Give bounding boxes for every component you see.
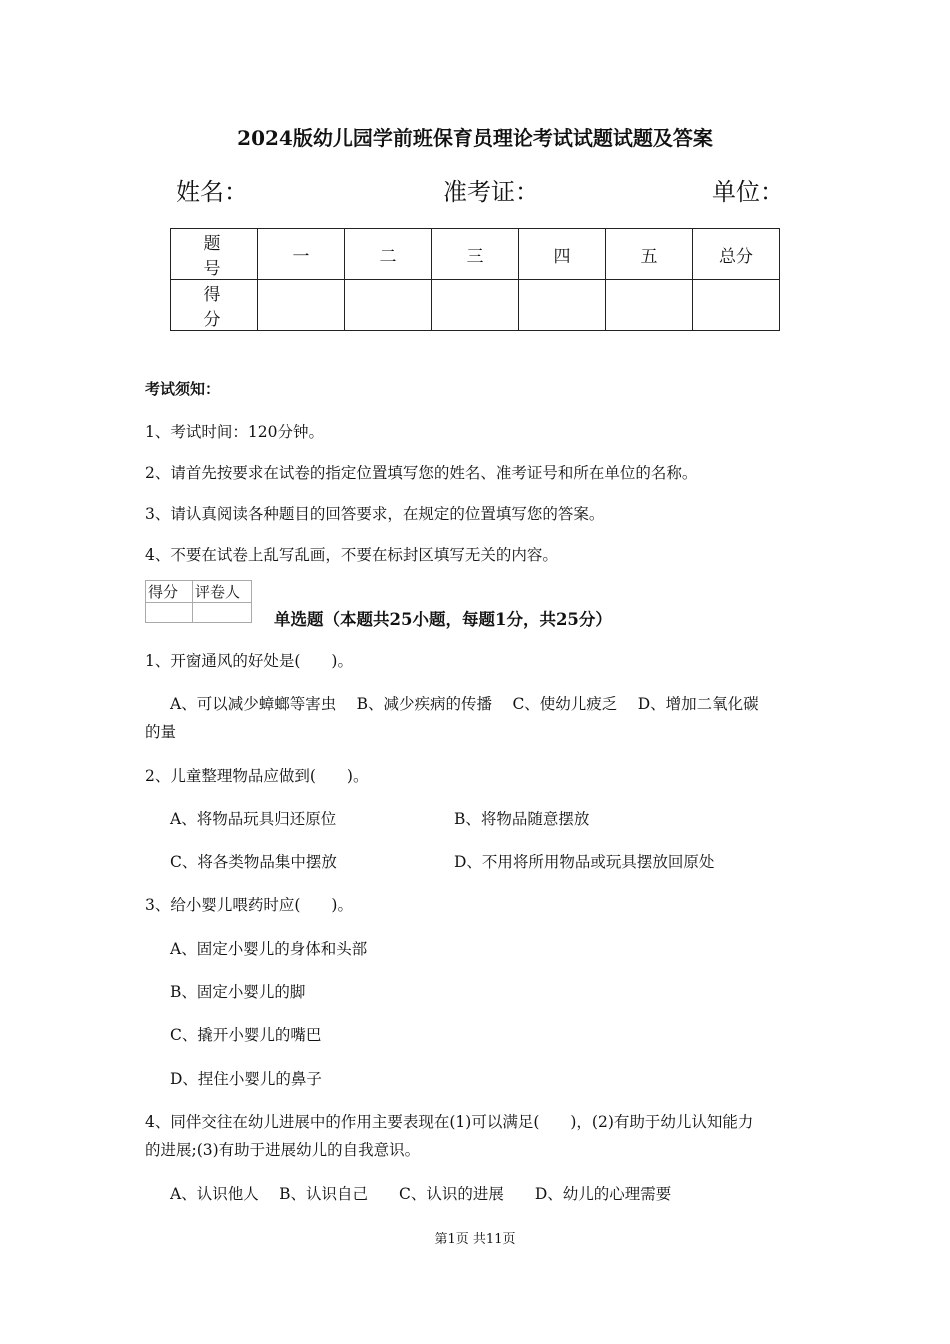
grader-score-label: 得分 [146,581,193,603]
question-options: A、可以减少蟑螂等害虫 B、减少疾病的传播 C、使幼儿疲乏 D、增加二氧化碳 [170,695,759,713]
score-table-cell: 二 [345,229,432,280]
grader-reviewer-label: 评卷人 [193,581,252,603]
option-d: D、不用将所用物品或玩具摆放回原处 [454,853,715,871]
exam-id-label: 准考证： [443,178,539,206]
document-title: 2024版幼儿园学前班保育员理论考试试题试题及答案 [237,126,713,150]
grader-box [145,580,252,623]
score-table-cell: 三 [432,229,519,280]
section-title: 单选题（本题共25小题，每题1分，共25分） [274,610,612,629]
score-input-cell[interactable] [345,280,432,331]
notice-item: 1、考试时间：120分钟。 [145,423,324,441]
option-b: B、固定小婴儿的脚 [170,983,306,1001]
notice-item: 2、请首先按要求在试卷的指定位置填写您的姓名、准考证号和所在单位的名称。 [145,464,698,482]
score-table-cell: 总分 [693,229,780,280]
notice-item: 4、不要在试卷上乱写乱画，不要在标封区填写无关的内容。 [145,546,558,564]
score-table-cell: 得 分 [171,280,258,331]
question-options: A、认识他人 B、认识自己 C、认识的进展 D、幼儿的心理需要 [170,1185,672,1203]
score-input-cell[interactable] [519,280,606,331]
name-label: 姓名： [176,178,248,206]
notice-title: 考试须知： [145,380,221,398]
score-input-cell[interactable] [693,280,780,331]
grader-reviewer-cell[interactable] [193,603,252,623]
question-stem: 1、开窗通风的好处是( )。 [145,652,353,670]
score-input-cell[interactable] [432,280,519,331]
option-d: D、捏住小婴儿的鼻子 [170,1070,322,1088]
question-stem-continued: 的进展;(3)有助于进展幼儿的自我意识。 [145,1141,421,1159]
question-stem: 2、儿童整理物品应做到( )。 [145,767,369,785]
question-options-continued: 的量 [145,723,177,741]
option-a: A、固定小婴儿的身体和头部 [170,940,368,958]
option-b: B、将物品随意摆放 [454,810,590,828]
unit-label: 单位： [712,178,784,206]
score-table-cell: 五 [606,229,693,280]
score-table-header-row [171,229,780,280]
option-c: C、将各类物品集中摆放 [170,853,337,871]
score-table [170,228,780,331]
score-input-cell[interactable] [606,280,693,331]
score-table-cell: 一 [258,229,345,280]
score-table-score-row [171,280,780,331]
option-a: A、将物品玩具归还原位 [170,810,337,828]
question-stem: 3、给小婴儿喂药时应( )。 [145,896,353,914]
option-c: C、撬开小婴儿的嘴巴 [170,1026,322,1044]
score-table-cell: 四 [519,229,606,280]
notice-item: 3、请认真阅读各种题目的回答要求，在规定的位置填写您的答案。 [145,505,605,523]
question-stem: 4、同伴交往在幼儿进展中的作用主要表现在(1)可以满足( )，(2)有助于幼儿认知能力 [145,1113,754,1131]
grader-score-cell[interactable] [146,603,193,623]
page-footer: 第1页 共11页 [434,1232,516,1247]
score-table-cell: 题 号 [171,229,258,280]
